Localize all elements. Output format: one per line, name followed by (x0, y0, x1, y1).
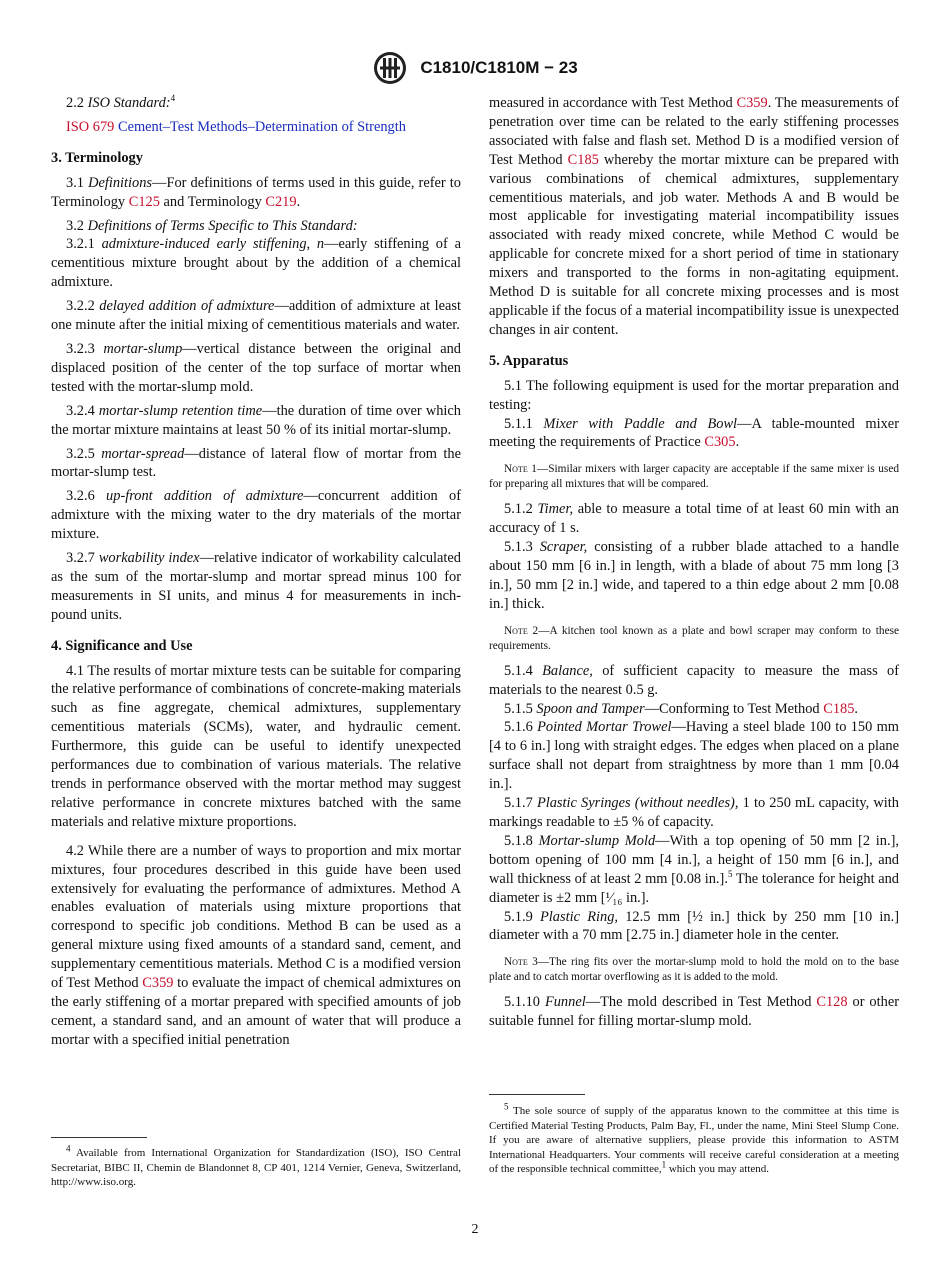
section-3-2-1: 3.2.1 admixture-induced early stiffening, n—early stiffening of a cementitious mixture brought about by the addition of a chemical admixture. (51, 236, 461, 291)
section-5-1-8: 5.1.8 Mortar-slump Mold—With a top opening of 50 mm [2 in.], bottom opening of 100 mm [4 in.], a height of 150 mm [6 in.], and wall thickness of at least 2 mm [0.08 in.].$^5$ The tolerance for height and diameter is ±2 mm [¹⁄₁₆ in.]. (489, 832, 899, 906)
footnote-4: $^4$ Available from International Organization for Standardization (ISO), ISO Central Secretariat, BIBC II, Chemin de Blandonnet 8, CP 401, 1214 Vernier, Geneva, Switzerland, http://www.iso.org. (51, 1143, 461, 1189)
section-3-2-3: 3.2.3 mortar-slump—vertical distance between the original and displaced position of the center of the top surface of mortar when tested with the mortar-slump mold. (51, 340, 461, 395)
astm-logo-icon (372, 50, 408, 86)
section-5-1-2: 5.1.2 Timer, able to measure a total time of at least 60 min with an accuracy of 1 s. (489, 501, 899, 537)
c359-link-2[interactable]: C359 (736, 95, 768, 111)
c219-link[interactable]: C219 (265, 193, 297, 210)
section-5-1-10: 5.1.10 Funnel—The mold described in Test Method C128 or other suitable funnel for filling mortar-slump mold. (489, 994, 899, 1030)
right-column (489, 94, 899, 1036)
section-3-2-2: 3.2.2 delayed addition of admixture—addition of admixture at least one minute after the initial mixing of cementitious materials and water. (51, 298, 461, 334)
section-3-2-4: 3.2.4 mortar-slump retention time—the duration of time over which the mortar mixture maintains at least 50 % of its initial mortar-slump. (51, 402, 461, 438)
iso-679-link[interactable]: ISO 679 (66, 118, 115, 135)
document-id: C1810/C1810M − 23 (420, 58, 578, 77)
section-3-1: 3.1 Definitions—For definitions of terms used in this guide, refer to Terminology C125 and Terminology C219. (51, 174, 461, 210)
c128-link[interactable]: C128 (816, 994, 848, 1011)
heading-terminology: 3. Terminology (51, 149, 143, 166)
section-5-1-3: 5.1.3 Scraper, consisting of a rubber blade attached to a handle about 150 mm [6 in.] in length, with a blade of about 75 mm long [3 in.], 50 mm [2 in.] wide, and tapered to a thin edge about 2 mm [0.08 in.] thick. (489, 539, 899, 612)
section-3-2-7: 3.2.7 workability index—relative indicator of workability calculated as the sum of the mortar-slump and mortar spread minus 100 for measurements in SI units, and minus 4 for measurements in inch-pound units. (51, 550, 461, 623)
c359-link[interactable]: C359 (142, 975, 174, 992)
note-2: Note 2—A kitchen tool known as a plate and bowl scraper may conform to these requirements. (489, 624, 899, 652)
page-header (0, 50, 950, 86)
heading-significance: 4. Significance and Use (51, 637, 193, 654)
section-4-2: 4.2 While there are a number of ways to proportion and mix mortar mixtures, four procedures described in this guide have been used extensively for evaluating the performance of admixtures. Method A enables evaluation of materials using mixture proportions that correspond to specific job conditions. Method B can be used as a general mixture using fixed amounts of a standard sand, cement, and supplementary cementitious materials. Method C is a modified version of Test Method C359 to evaluate the impact of chemical admixtures on the early stiffening of a mortar prepared with specified amounts of job cement, a standard sand, and an amount of water that will produce a mortar with a specified initial penetration (51, 842, 462, 1048)
left-column (51, 94, 461, 1055)
section-5-1-1: 5.1.1 Mixer with Paddle and Bowl—A table-mounted mixer meeting the requirements of Practice C305. (489, 415, 899, 451)
iso-reference: ISO 679 Cement–Test Methods–Determination of Strength (66, 118, 406, 135)
note-1: Note 1—Similar mixers with larger capacity are acceptable if the same mixer is used for preparing all mixtures that will be compared. (489, 463, 899, 491)
section-3-2-6: 3.2.6 up-front addition of admixture—concurrent addition of admixture with the mixing water to the dry materials of the mortar mixture. (51, 488, 461, 543)
c305-link[interactable]: C305 (704, 434, 736, 451)
section-4-1: 4.1 The results of mortar mixture tests can be suitable for comparing the relative performance of combinations of concrete-making materials such as fine aggregate, chemical admixtures, supplementary cementitious materials (SCMs), water, and hydraulic cement. Furthermore, this guide can be useful to identify unexpected performances due to combination of various materials. The relative trends in performance observed with the mortar method may suggest relative performance in concrete mixtures batched with the same materials and relative mixture proportions. (51, 662, 461, 830)
section-4-2-continued: measured in accordance with Test Method C359. The measurements of penetration over time can be related to the early stiffening processes associated with false and flash set. Method D is a modified version of Test Method C185 whereby the mortar mixture can be prepared with various combinations of chemical admixtures, supplementary cementitious materials, and job water. Methods A and B would be most applicable for investigating material incompatibility issues associated with ready mixed concrete, while Method C would be applicable for concrete mixed for a short period of time in stationary mixers and transported to the forms in non-agitating equipment. Method D is suitable for all concrete mixing processes and is most applicable if the focus of a material incompatibility issue is unexpected changes in air content. (489, 95, 900, 338)
section-3-2-5: 3.2.5 mortar-spread—distance of lateral flow of mortar from the mortar-slump test. (51, 445, 461, 481)
note-3: Note 3—The ring fits over the mortar-slump mold to hold the mold on to the base plate and to catch mortar overflowing as it is added to the mold. (489, 956, 899, 984)
section-5-1: 5.1 The following equipment is used for the mortar preparation and testing: (489, 377, 899, 413)
footnote-5: $^5$ The sole source of supply of the apparatus known to the committee at this time is Certified Material Testing Products, Palm Bay, Fl., under the name, Mini Steel Slump Cone. If you are aware of alternative suppliers, please provide this information to ASTM International Headquarters. Your comments will receive careful consideration at a meeting of the responsible technical committee,$^1$ which you may attend. (489, 1101, 899, 1176)
footnote-rule-left (51, 1137, 147, 1138)
section-5-1-4: 5.1.4 Balance, of sufficient capacity to measure the mass of materials to the nearest 0.5 g. (489, 662, 899, 698)
section-5-1-9: 5.1.9 Plastic Ring, 12.5 mm [½ in.] thick by 250 mm [10 in.] diameter with a 70 mm [2.75 in.] diameter hole in the center. (489, 908, 899, 944)
page-number: 2 (471, 1222, 479, 1237)
section-5-1-7: 5.1.7 Plastic Syringes (without needles), 1 to 250 mL capacity, with markings readable to ±5 % of capacity. (489, 795, 899, 830)
section-5-1-5: 5.1.5 Spoon and Tamper—Conforming to Test Method C185. (504, 700, 859, 717)
footnote-rule-right (489, 1094, 585, 1095)
heading-apparatus: 5. Apparatus (489, 352, 569, 369)
section-5-1-6: 5.1.6 Pointed Mortar Trowel—Having a steel blade 100 to 150 mm [4 to 6 in.] long with straight edges. The edges when placed on a plane surface shall not depart from straightness by more than 1 mm [0.04 in.]. (489, 719, 899, 793)
section-3-2: 3.2 Definitions of Terms Specific to This Standard: (66, 217, 358, 234)
c185-link[interactable]: C185 (567, 151, 599, 168)
c185-link-2[interactable]: C185 (823, 700, 855, 717)
section-2-2: 2.2 ISO Standard:$^4$ (66, 93, 176, 111)
c125-link[interactable]: C125 (128, 193, 160, 210)
